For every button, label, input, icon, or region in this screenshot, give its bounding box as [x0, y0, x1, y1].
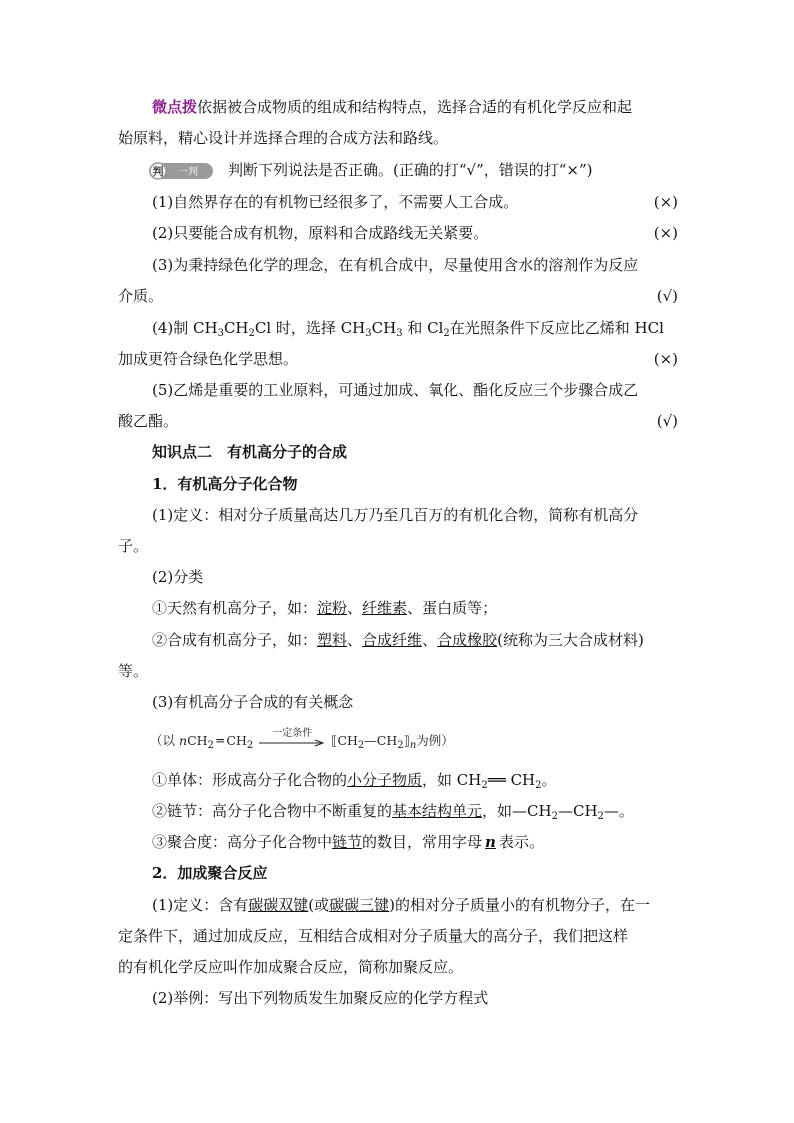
polymer-bracket-close-icon: ⟧	[403, 733, 410, 748]
add-def-triple-bond: 碳碳三键	[329, 896, 390, 914]
svg-text:一判: 一判	[178, 167, 198, 178]
natural-sep: 、	[347, 599, 363, 617]
addition-example-line: (2)举例：写出下列物质发生加聚反应的化学方程式	[152, 989, 489, 1007]
polymer-bracket-open-icon: ⟦	[331, 733, 338, 748]
addition-def-line-3: 的有机化学反应叫作加成聚合反应，简称加聚反应。	[118, 958, 464, 976]
judge-item-2-mark: (×)	[653, 224, 678, 242]
synthetic-line-2: 等。	[118, 662, 149, 680]
monomer-underline: 小分子物质	[347, 771, 423, 789]
natural-cellulose: 纤维素	[362, 599, 408, 617]
intro-line-1	[152, 97, 678, 117]
monomer-line: ①单体：形成高分子化合物的小分子物质，如 $CH_2══$ $CH_2$。	[152, 771, 557, 791]
chain-unit-line: ②链节：高分子化合物中不断重复的基本结构单元，如$—CH_2—CH_2—$。	[152, 802, 634, 822]
natural-suffix: 、蛋白质等；	[407, 599, 498, 617]
degree-prefix: ③聚合度：高分子化合物中	[152, 833, 333, 851]
item4-c: Cl 时，选择 CH	[254, 319, 366, 337]
degree-n: n	[485, 833, 496, 851]
degree-underline: 链节	[332, 833, 363, 851]
intro-line-2	[118, 128, 678, 148]
judge-item-1-mark: (×)	[653, 193, 678, 211]
judge-item-3-line-2	[118, 286, 678, 306]
reaction-arrow-icon	[257, 727, 327, 751]
judge-item-1-text: (1)自然界存在的有机物已经很多了，不需要人工合成。	[152, 193, 519, 211]
concept-title: (3)有机高分子合成的有关概念	[152, 693, 354, 711]
judge-item-5-line-1	[152, 380, 678, 400]
example-reactant: CH	[187, 733, 208, 748]
judge-item-4-line-2	[118, 349, 678, 369]
chain-prefix: ②链节：高分子化合物中不断重复的	[152, 802, 393, 820]
example-suffix: 为例）	[416, 733, 454, 748]
tip-label: 微点拨	[152, 98, 198, 116]
intro-text-1: 依据被合成物质的组成和结构特点，选择合适的有机化学反应和起	[197, 98, 633, 116]
chain-underline: 基本结构单元	[392, 802, 483, 820]
natural-polymers-line	[152, 598, 678, 618]
subsection-title-1: 1．有机高分子化合物	[152, 475, 298, 493]
chain-suffix: ，如—CH	[482, 802, 552, 820]
example-prefix: （以	[150, 733, 176, 748]
example-n: n	[179, 733, 188, 748]
item4-d: CH	[371, 319, 397, 337]
synthetic-suffix: (统称为三大合成材料)	[497, 631, 644, 649]
judge-item-5-text-1: (5)乙烯是重要的工业原料，可通过加成、氧化、酯化反应三个步骤合成乙	[152, 381, 639, 399]
add-def-double-bond: 碳碳双键	[248, 896, 309, 914]
definition-line-1: (1)定义：相对分子质量高达几万乃至几百万的有机化合物，简称有机高分	[152, 506, 639, 524]
judge-item-3-text-1: (3)为秉持绿色化学的理念，在有机合成中，尽量使用含水的溶剂作为反应	[152, 256, 639, 274]
natural-prefix: ①天然有机高分子，如：	[152, 599, 318, 617]
judge-item-4-line-1: (4)制 $CH_3CH_2Cl$ 时，选择 $CH_3CH_3$ 和 $Cl_2$在光照条件下反应比乙烯和 HCl	[152, 319, 664, 339]
judge-item-3-text-2: 介质。	[118, 287, 164, 305]
judge-item-5-line-2	[118, 411, 678, 431]
judge-item-3-line-1	[152, 255, 678, 275]
monomer-prefix: ①单体：形成高分子化合物的	[152, 771, 348, 789]
subsection-title-2: 2．加成聚合反应	[152, 864, 268, 882]
synthetic-rubber: 合成橡胶	[437, 631, 498, 649]
add-def-suffix: )的相对分子质量小的有机物分子，在一	[389, 896, 650, 914]
addition-def-line-2: 定条件下，通过加成反应，互相结合成相对分子质量大的高分子，我们把这样	[118, 927, 629, 945]
synthetic-sep-1: 、	[347, 631, 363, 649]
judge-item-5-text-2: 酸乙酯。	[118, 412, 179, 430]
item4-b: CH	[223, 319, 249, 337]
judge-instruction: 判断下列说法是否正确。(正确的打“√”，错误的打“×”)	[228, 161, 593, 179]
judge-item-3-mark: (√)	[656, 287, 678, 305]
intro-text-2: 始原料，精心设计并选择合理的合成方法和路线。	[118, 129, 449, 147]
definition-line-2: 子。	[118, 537, 149, 555]
judge-item-4-text-2: 加成更符合绿色化学思想。	[118, 350, 299, 368]
arrow-line-icon	[257, 733, 327, 751]
section-title: 知识点二 有机高分子的合成	[152, 443, 348, 461]
judge-item-4-mark: (×)	[653, 350, 678, 368]
item4-f: 在光照条件下反应比乙烯和 HCl	[449, 319, 664, 337]
degree-mid: 的数目，常用字母	[362, 833, 483, 851]
reaction-condition: 一定条件	[272, 727, 313, 739]
double-bond-icon: ═	[216, 733, 224, 748]
synthetic-fiber: 合成纤维	[362, 631, 423, 649]
item4-e: 和 Cl	[407, 319, 444, 337]
judge-item-2	[152, 223, 678, 243]
judge-item-2-text: (2)只要能合成有机物，原料和合成路线无关紧要。	[152, 224, 489, 242]
natural-starch: 淀粉	[317, 599, 348, 617]
svg-text:判: 判	[152, 165, 164, 178]
monomer-suffix: ，如 CH	[422, 771, 482, 789]
add-def-prefix: (1)定义：含有	[152, 896, 249, 914]
synthetic-plastic: 塑料	[317, 631, 348, 649]
synthetic-polymers-line	[152, 630, 678, 650]
reaction-example: （以 nCH$_2$ ═ $CH_2$ 一定条件 $⟦CH_2—CH_2⟧_n$为例）	[150, 731, 676, 751]
addition-def-line-1	[152, 895, 678, 915]
judge-header	[148, 160, 674, 180]
synthetic-prefix: ②合成有机高分子，如：	[152, 631, 318, 649]
item4-a: (4)制 CH	[152, 319, 218, 337]
classification-title: (2)分类	[152, 568, 204, 586]
judge-item-1	[152, 192, 678, 212]
add-def-mid: (或	[308, 896, 330, 914]
judge-item-5-mark: (√)	[656, 412, 678, 430]
degree-suffix: 表示。	[498, 833, 544, 851]
synthetic-sep-2: 、	[422, 631, 438, 649]
degree-line	[152, 832, 678, 852]
judge-badge-icon	[148, 162, 214, 180]
